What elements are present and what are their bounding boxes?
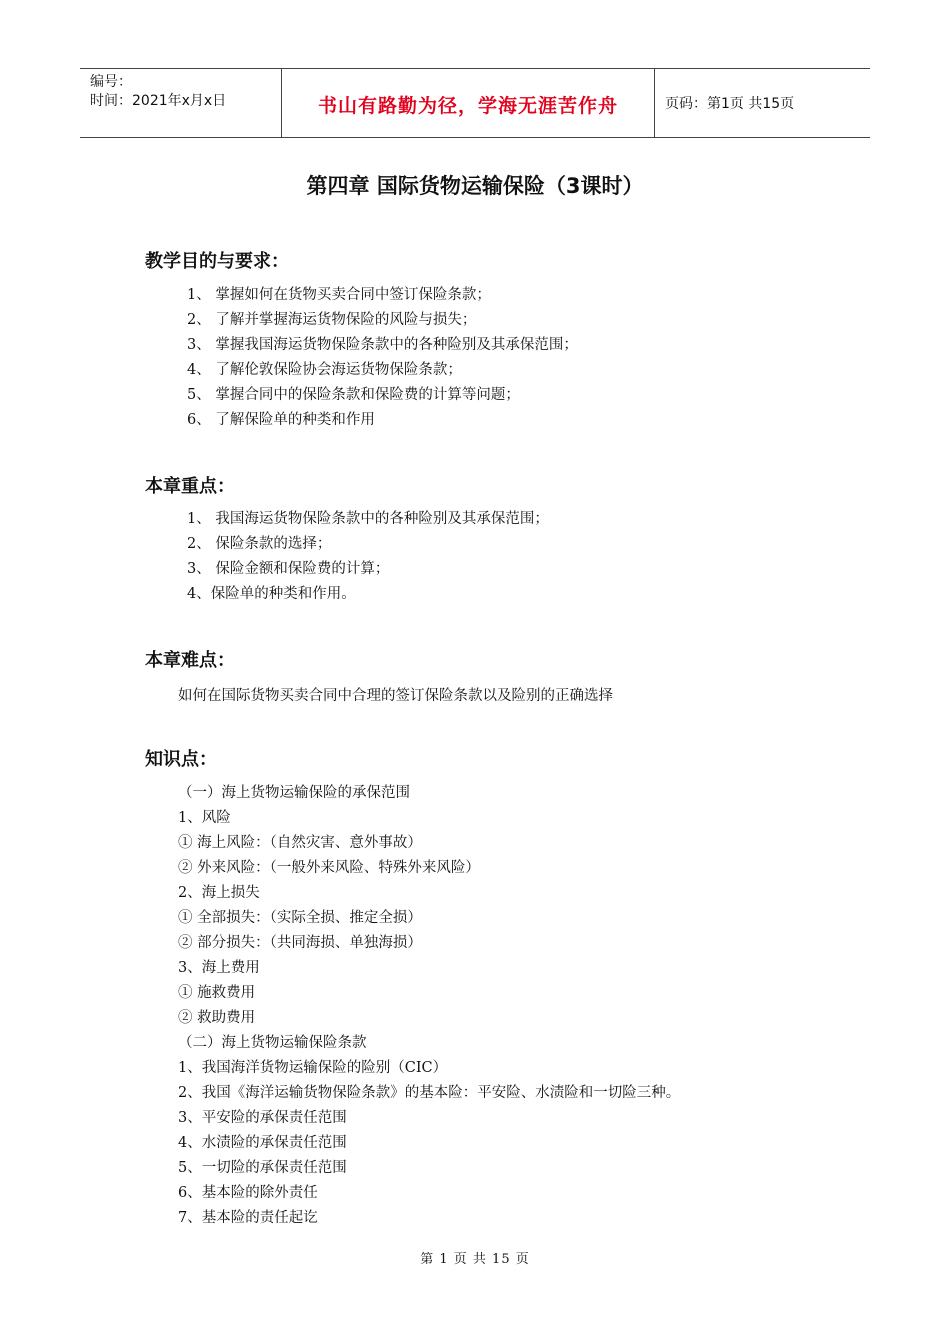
key-points-list: [187, 507, 549, 607]
list-item: 1、风险: [178, 810, 231, 826]
list-item: 4、 了解伦敦保险协会海运货物保险条款；: [187, 362, 462, 378]
list-item: ② 外来风险：（一般外来风险、特殊外来风险）: [178, 860, 480, 876]
difficulties-heading: 本章难点：: [145, 650, 235, 671]
list-item: ① 海上风险：（自然灾害、意外事故）: [178, 835, 422, 851]
list-item: 1、 我国海运货物保险条款中的各种险别及其承保范围；: [187, 511, 549, 527]
list-item: 5、一切险的承保责任范围: [178, 1160, 347, 1176]
list-item: 3、平安险的承保责任范围: [178, 1110, 347, 1126]
list-item: 2、我国《海洋运输货物保险条款》的基本险：平安险、水渍险和一切险三种。: [178, 1085, 681, 1101]
list-item: 1、 掌握如何在货物买卖合同中签订保险条款；: [187, 287, 491, 303]
objectives-list: [187, 283, 578, 433]
list-item: 5、 掌握合同中的保险条款和保险费的计算等问题；: [187, 387, 520, 403]
list-item: 2、 了解并掌握海运货物保险的风险与损失；: [187, 312, 477, 328]
list-item: ① 施救费用: [178, 985, 256, 1001]
list-item: ② 部分损失：（共同海损、单独海损）: [178, 935, 422, 951]
list-item: 1、我国海洋货物运输保险的险别（CIC）: [178, 1060, 448, 1076]
difficulties-text: 如何在国际货物买卖合同中合理的签订保险条款以及险别的正确选择: [178, 688, 613, 704]
header-divider: [654, 69, 655, 137]
time-label: 时间：2021年x月x日: [90, 93, 227, 109]
list-item: 6、基本险的除外责任: [178, 1185, 318, 1201]
list-item: 6、 了解保险单的种类和作用: [187, 412, 375, 428]
key-points-heading: 本章重点：: [145, 476, 235, 497]
list-item: （二）海上货物运输保险条款: [178, 1035, 367, 1051]
header-meta: [90, 73, 226, 111]
header-page-info: 页码：第1页 共15页: [665, 96, 795, 112]
list-item: （一）海上货物运输保险的承保范围: [178, 785, 410, 801]
header-motto: 书山有路勤为径，学海无涯苦作舟: [317, 95, 618, 117]
list-item: 3、 保险金额和保险费的计算；: [187, 561, 390, 577]
number-label: 编号：: [90, 74, 132, 90]
list-item: ② 救助费用: [178, 1010, 256, 1026]
list-item: ① 全部损失：（实际全损、推定全损）: [178, 910, 422, 926]
objectives-heading: 教学目的与要求：: [145, 251, 289, 272]
list-item: 3、 掌握我国海运货物保险条款中的各种险别及其承保范围；: [187, 337, 578, 353]
knowledge-heading: 知识点：: [145, 749, 217, 770]
list-item: 3、海上费用: [178, 960, 260, 976]
list-item: 2、 保险条款的选择；: [187, 536, 332, 552]
chapter-title: 第四章 国际货物运输保险（3课时）: [306, 174, 644, 198]
list-item: 4、保险单的种类和作用。: [187, 586, 356, 602]
header-table: [80, 68, 870, 138]
knowledge-list: [178, 781, 680, 1231]
list-item: 2、海上损失: [178, 885, 260, 901]
list-item: 7、基本险的责任起讫: [178, 1210, 318, 1226]
list-item: 4、水渍险的承保责任范围: [178, 1135, 347, 1151]
page-footer: 第 1 页 共 15 页: [420, 1252, 530, 1267]
